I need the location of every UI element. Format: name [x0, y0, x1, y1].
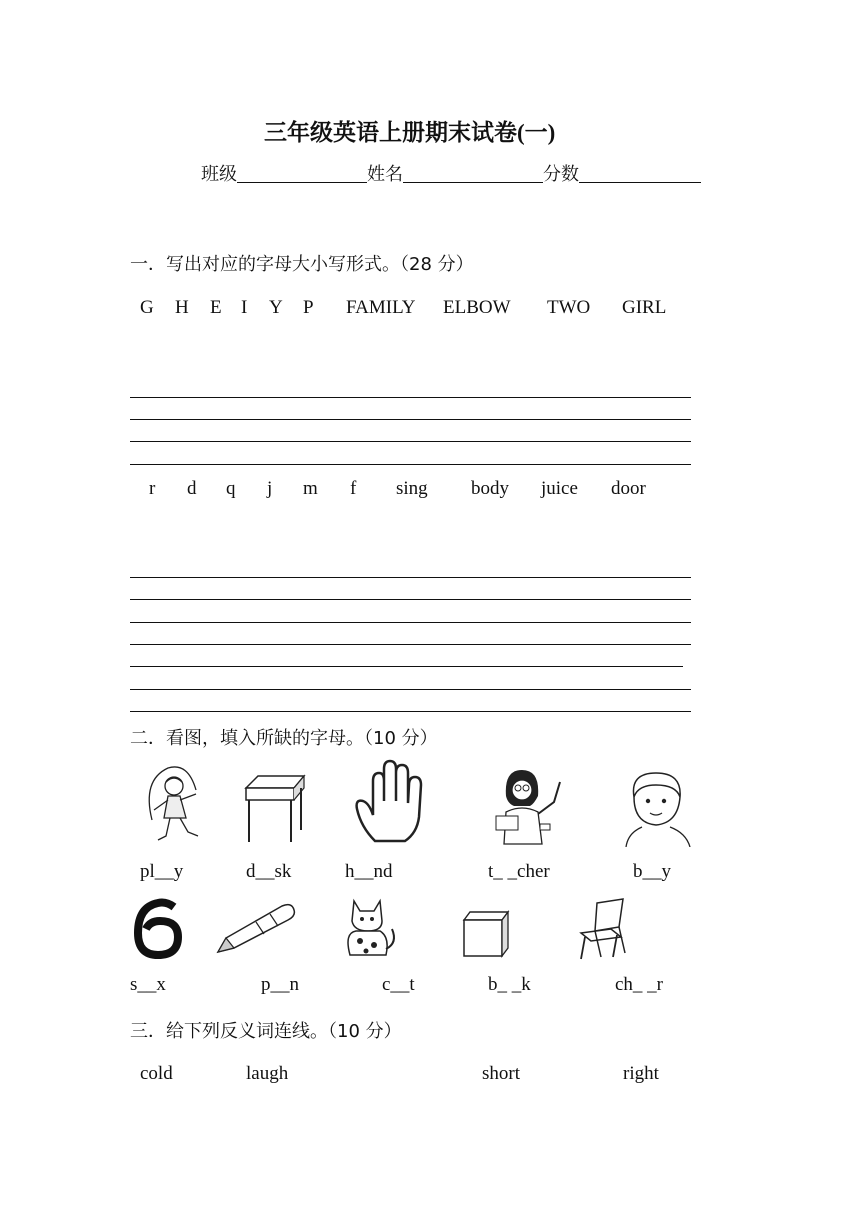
- word-item: sing: [396, 478, 428, 499]
- word-item: body: [471, 478, 509, 499]
- section3-heading: 三．给下列反义词连线。（10 分）: [130, 1021, 402, 1042]
- fill-word: b__y: [633, 861, 671, 882]
- fill-word: h__nd: [345, 861, 393, 882]
- writing-line[interactable]: [130, 711, 691, 712]
- antonym-word[interactable]: right: [623, 1063, 659, 1084]
- chair-icon: [571, 897, 633, 961]
- letter-item: E: [210, 297, 222, 318]
- teacher-icon: [490, 766, 572, 846]
- word-item: ELBOW: [443, 297, 511, 318]
- writing-line[interactable]: [130, 441, 691, 442]
- fill-word: s__x: [130, 974, 166, 995]
- letter-item: I: [241, 297, 248, 318]
- fill-word: d__sk: [246, 861, 292, 882]
- section2-heading: 二．看图，填入所缺的字母。（10 分）: [130, 728, 438, 749]
- boy-icon: [620, 767, 696, 847]
- letter-item: j: [267, 478, 273, 499]
- section1-heading: 一．写出对应的字母大小写形式。（28 分）: [130, 254, 474, 275]
- antonym-word[interactable]: laugh: [246, 1063, 289, 1084]
- word-item: GIRL: [622, 297, 667, 318]
- name-label: 姓名: [367, 164, 403, 184]
- fill-word: t_ _cher: [488, 861, 550, 882]
- score-blank[interactable]: [579, 164, 701, 183]
- fill-word: ch_ _r: [615, 974, 664, 995]
- writing-line[interactable]: [130, 419, 691, 420]
- writing-line[interactable]: [130, 622, 691, 623]
- desk-icon: [238, 768, 310, 848]
- writing-line[interactable]: [130, 689, 691, 690]
- writing-line[interactable]: [130, 577, 691, 578]
- book-icon: [458, 908, 514, 960]
- letter-item: f: [350, 478, 357, 499]
- writing-line[interactable]: [130, 666, 683, 667]
- fill-word: p__n: [261, 974, 299, 995]
- letter-item: m: [303, 478, 318, 499]
- writing-line[interactable]: [130, 397, 691, 398]
- letter-item: H: [175, 297, 189, 318]
- word-item: TWO: [547, 297, 591, 318]
- writing-line[interactable]: [130, 464, 691, 465]
- word-item: FAMILY: [346, 297, 416, 318]
- student-info-line: [201, 160, 701, 186]
- letter-item: G: [140, 297, 154, 318]
- pen-icon: [206, 898, 300, 960]
- class-blank[interactable]: [237, 164, 367, 183]
- jump-rope-girl-icon: [138, 760, 210, 846]
- writing-line[interactable]: [130, 644, 691, 645]
- word-item: door: [611, 478, 646, 499]
- writing-line[interactable]: [130, 599, 691, 600]
- antonym-word[interactable]: short: [482, 1063, 520, 1084]
- name-blank[interactable]: [403, 164, 543, 183]
- letter-item: P: [303, 297, 314, 318]
- hand-icon: [349, 757, 435, 847]
- letter-item: Y: [269, 297, 283, 318]
- score-label: 分数: [543, 164, 579, 184]
- letter-item: q: [226, 478, 236, 499]
- fill-word: pl__y: [140, 861, 184, 882]
- page-title: 三年级英语上册期末试卷(一): [264, 120, 556, 145]
- class-label: 班级: [201, 164, 237, 184]
- letter-item: r: [149, 478, 156, 499]
- fill-word: c__t: [382, 974, 415, 995]
- letter-item: d: [187, 478, 197, 499]
- number-six-icon: [130, 897, 190, 961]
- fill-word: b_ _k: [488, 974, 531, 995]
- word-item: juice: [541, 478, 578, 499]
- cat-icon: [330, 893, 400, 961]
- antonym-word[interactable]: cold: [140, 1063, 173, 1084]
